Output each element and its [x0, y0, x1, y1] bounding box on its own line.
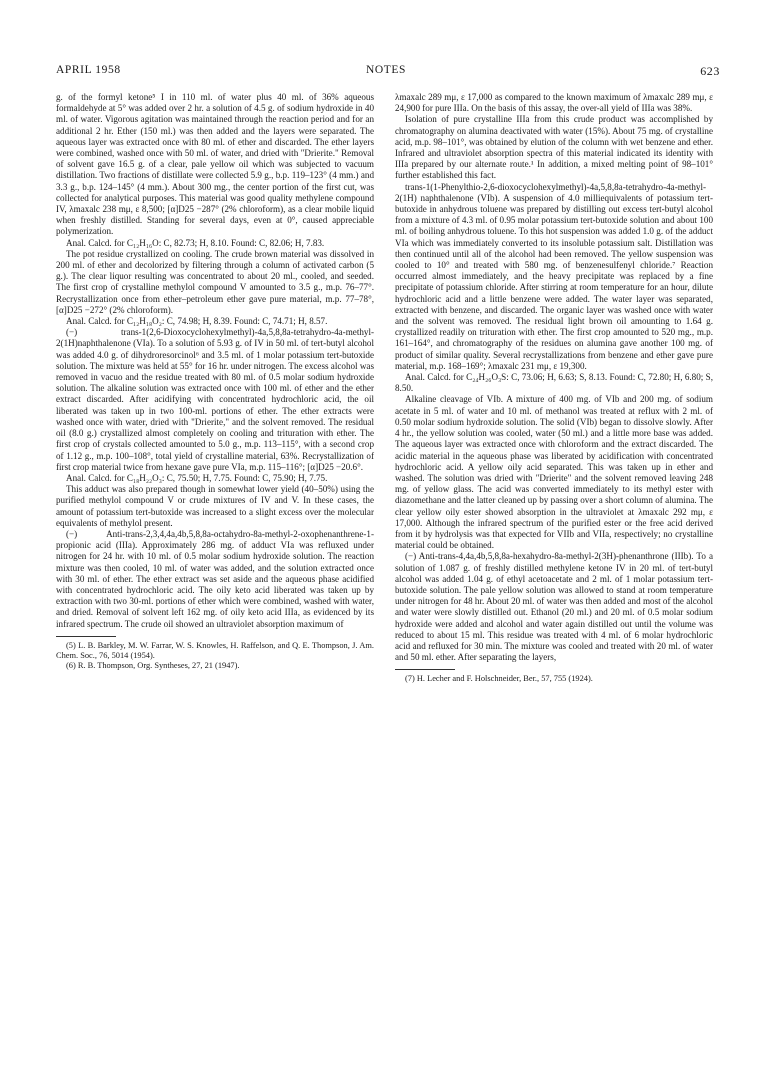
- paragraph: (−) Anti-trans-2,3,4,4a,4b,5,8,8a-octahydro-8a-methyl-2-oxophenanthrene-1-propionic acid (IIIa). Approximately 286 mg. of adduct VIa was refluxed under nitrogen for 24 hr. with 10 ml. of 0.5 molar sodium hydroxide solution. The reaction mixture was then cooled, 10 ml. of water was added, and the solution extracted once with 30 ml. of ether. The ether extract was set aside and the aqueous phase acidified with concentrated hydrochloric acid. The oily keto acid liberated was taken up by extraction with two 30-ml. portions of ether which were combined, washed with water, and dried. Removal of solvent left 162 mg. of oily keto acid IIIa, as evidenced by its infrared spectrum. The crude oil showed an ultraviolet absorption maximum of: [56, 528, 374, 629]
- paragraph: Anal. Calcd. for C₁₂H₁₆O: C, 82.73; H, 8.10. Found: C, 82.06; H, 7.83.: [66, 237, 325, 248]
- footnote: (5) L. B. Barkley, M. W. Farrar, W. S. Knowles, H. Raffelson, and Q. E. Thompson, J. Am. Chem. Soc., 76, 5014 (1954).: [56, 640, 374, 660]
- paragraph: Isolation of pure crystalline IIIa from this crude product was accomplished by chromatography on alumina deactivated with water (15%). About 75 mg. of crystalline acid, m.p. 98–101°, was obtained by elution of the column with wet benzene and ether. Infrared and ultraviolet absorption spectra of this material indicated its identity with IIIa prepared by our alternate route.¹ In addition, a mixed melting point of 98–101° further established this fact.: [395, 114, 713, 181]
- right-column: [395, 92, 713, 684]
- paragraph: Alkaline cleavage of VIb. A mixture of 400 mg. of VIb and 200 mg. of sodium acetate in 5 ml. of water and 10 ml. of methanol was treated at reflux with 2 ml. of 0.50 molar sodium hydroxide solution. The solid (VIb) began to dissolve slowly. After 4 hr., the yellow solution was cooled, water (50 ml.) and a little more base was added. The aqueous layer was extracted once with chloroform and the extract discarded. The acidic material in the aqueous phase was liberated by acidification with concentrated hydrochloric acid. A yellow oily acid separated. This was taken up in ether and washed. The solution was dried with "Drierite" and the solvent removed leaving 248 mg. of yellow glass. The acid was converted immediately to its methyl ester with diazomethane and the latter cleaned up by passing over a short column of alumina. The clear yellow oily ester showed absorption in the ultraviolet at λmaxalc 292 mμ, ε 17,000. Although the infrared spectrum of the purified ester or the free acid derived from it by hydrolysis was that expected for VIIb and VIIa, respectively; no crystalline material could be obtained.: [395, 394, 713, 551]
- paragraph: The pot residue crystallized on cooling. The crude brown material was dissolved in 200 ml. of ether and decolorized by filtering through a column of activated carbon (5 g.). The clear liquor resulting was concentrated to about 20 ml., cooled, and seeded. The first crop of crystalline methylol compound V amounted to 3.5 g., m.p. 76–77°. Recrystallization once from ether–petroleum ether gave pure material, m.p. 77–78°, [α]D25 −272° (2% chloroform).: [56, 248, 374, 315]
- page-number: 623: [700, 64, 720, 78]
- footnote: (7) H. Lecher and F. Holschneider, Ber., 57, 755 (1924).: [405, 674, 593, 684]
- paragraph: Anal. Calcd. for C₁₈H₂₂O₃: C, 75.50; H, 7.75. Found: C, 75.90; H, 7.75.: [66, 472, 328, 483]
- running-header-date: APRIL 1958: [56, 64, 121, 76]
- paragraph: Anal. Calcd. for C₂₄H₂₆O₃S: C, 73.06; H, 6.63; S, 8.13. Found: C, 72.80; H, 6.80; S, 8.50.: [395, 372, 713, 394]
- paragraph: (−) Anti-trans-4,4a,4b,5,8,8a-hexahydro-8a-methyl-2(3H)-phenanthrone (IIIb). To a solution of 1.087 g. of freshly distilled methylene ketone IV in 20 ml. of tert-butyl alcohol was added 1.04 g. of ethyl acetoacetate and 2 ml. of 1 molar potassium tert-butoxide solution. The pale yellow solution was allowed to stand at room temperature under nitrogen for 48 hr. About 20 ml. of water was then added and most of the alcohol and water were slowly distilled out. Ethanol (20 ml.) and 20 ml. of 0.5 molar sodium hydroxide were added and alcohol and water again distilled out until the volume was reduced to about 15 ml. This residue was treated with 4 ml. of 6 molar hydrochloric acid and refluxed for 30 min. The mixture was cooled and treated with 20 ml. of water and 50 ml. ether. After separating the layers,: [395, 551, 713, 663]
- paragraph: This adduct was also prepared though in somewhat lower yield (40–50%) using the purified methylol compound V or crude mixtures of IV and V. In these cases, the amount of potassium tert-butoxide was increased to a slight excess over the molecular equivalents of methylol present.: [56, 484, 374, 528]
- paragraph: trans-1(1-Phenylthio-2,6-dioxocyclohexylmethyl)-4a,5,8,8a-tetrahydro-4a-methyl-2(1H) naphthalenone (VIb). A suspension of 4.0 milliequivalents of potassium tert-butoxide in anhydrous toluene was prepared by distilling out excess tert-butyl alcohol from a mixture of 4.3 ml. of 0.95 molar potassium tert-butoxide solution and about 100 ml. of boiling anhydrous toluene. To this hot suspension was added 1.0 g. of the adduct VIa which was immediately converted to its insoluble potassium salt. Distillation was then continued until all of the alcohol had been removed. The yellow suspension was cooled to 10° and treated with 580 mg. of benzenesulfenyl chloride.⁷ Reaction occurred almost immediately, and the heavy precipitate was replaced by a fine precipitate of potassium chloride. After stirring at room temperature for an hour, dilute hydrochloric acid and a little benzene were added. The water layer was separated, extracted with benzene, and discarded. The organic layer was washed once with water and the solvent was removed. The residual light brown oil amounting to 1.64 g. crystallized readily on trituration with ether. The first crop amounted to 520 mg., m.p. 161–164°, and chromatography of the residues on alumina gave another 100 mg. of product of similar quality. Several recrystallizations from benzene and ether gave pure material, m.p. 168–169°; λmaxalc 231 mμ, ε 19,300.: [395, 181, 713, 371]
- footnote: (6) R. B. Thompson, Org. Syntheses, 27, 21 (1947).: [66, 660, 240, 670]
- footnote-rule: [56, 636, 116, 637]
- running-header-section: NOTES: [366, 64, 407, 76]
- paragraph: g. of the formyl ketone⁵ I in 110 ml. of water plus 40 ml. of 36% aqueous formaldehyde at 5° was added over 2 hr. a solution of 4.5 g. of sodium hydroxide in 40 ml. of water. Vigorous agitation was maintained through the reaction period and for an additional 2 hr. Ether (150 ml.) was then added and the layers were separated. The aqueous layer was extracted once with 80 ml. of ether and discarded. The ether layers were combined, washed once with 50 ml. of water, and dried with "Drierite." Removal of solvent gave 16.5 g. of a clear, pale yellow oil which was subjected to vacuum distillation. Two fractions of distillate were collected 5.9 g., b.p. 119–123° (4 mm.) and 3.3 g., b.p. 124–145° (4 mm.). About 300 mg., the center portion of the first cut, was collected for analytical purposes. This material was good quality methylene compound IV, λmaxalc 238 mμ, ε 8,500; [α]D25 −287° (2% chloroform), as a clear mobile liquid when freshly distilled. Standing for several days, even at 0°, caused appreciable polymerization.: [56, 92, 374, 237]
- footnote-rule: [395, 669, 455, 670]
- paragraph: λmaxalc 289 mμ, ε 17,000 as compared to the known maximum of λmaxalc 289 mμ, ε 24,900 for pure IIIa. On the basis of this assay, the over-all yield of IIIa was 38%.: [395, 92, 713, 114]
- left-column: [56, 92, 374, 671]
- paragraph: (−) trans-1(2,6-Dioxocyclohexylmethyl)-4a,5,8,8a-tetrahydro-4a-methyl-2(1H)naphthalenone (VIa). To a solution of 5.93 g. of IV in 50 ml. of tert-butyl alcohol was added 4.0 g. of dihydroresorcinol⁶ and 3.5 ml. of 1 molar potassium tert-butoxide solution. The mixture was held at 55° for 16 hr. under nitrogen. The excess alcohol was removed in vacuo and the residue treated with 80 ml. of 0.5 molar sodium hydroxide solution. The alkaline solution was extracted once with 100 ml. of ether and the ether extract discarded. After acidifying with concentrated hydrochloric acid, the oil liberated was taken up in two 100-ml. portions of ether. The ether extracts were washed once with water, dried with "Drierite," and the solvent removed. The residual oil (8.0 g.) crystallized almost completely on cooling and trituration with ether. The first crop of crystals collected amounted to 5.0 g., m.p. 113–115°, with a second crop of 1.12 g., m.p. 100–108°, total yield of crystalline material, 63%. Recrystallization of first crop material twice from hexane gave pure VIa, m.p. 115–116°; [α]D25 −20.6°.: [56, 327, 374, 472]
- paragraph: Anal. Calcd. for C₁₂H₁₈O₂: C, 74.98; H, 8.39. Found: C, 74.71; H, 8.57.: [66, 316, 328, 327]
